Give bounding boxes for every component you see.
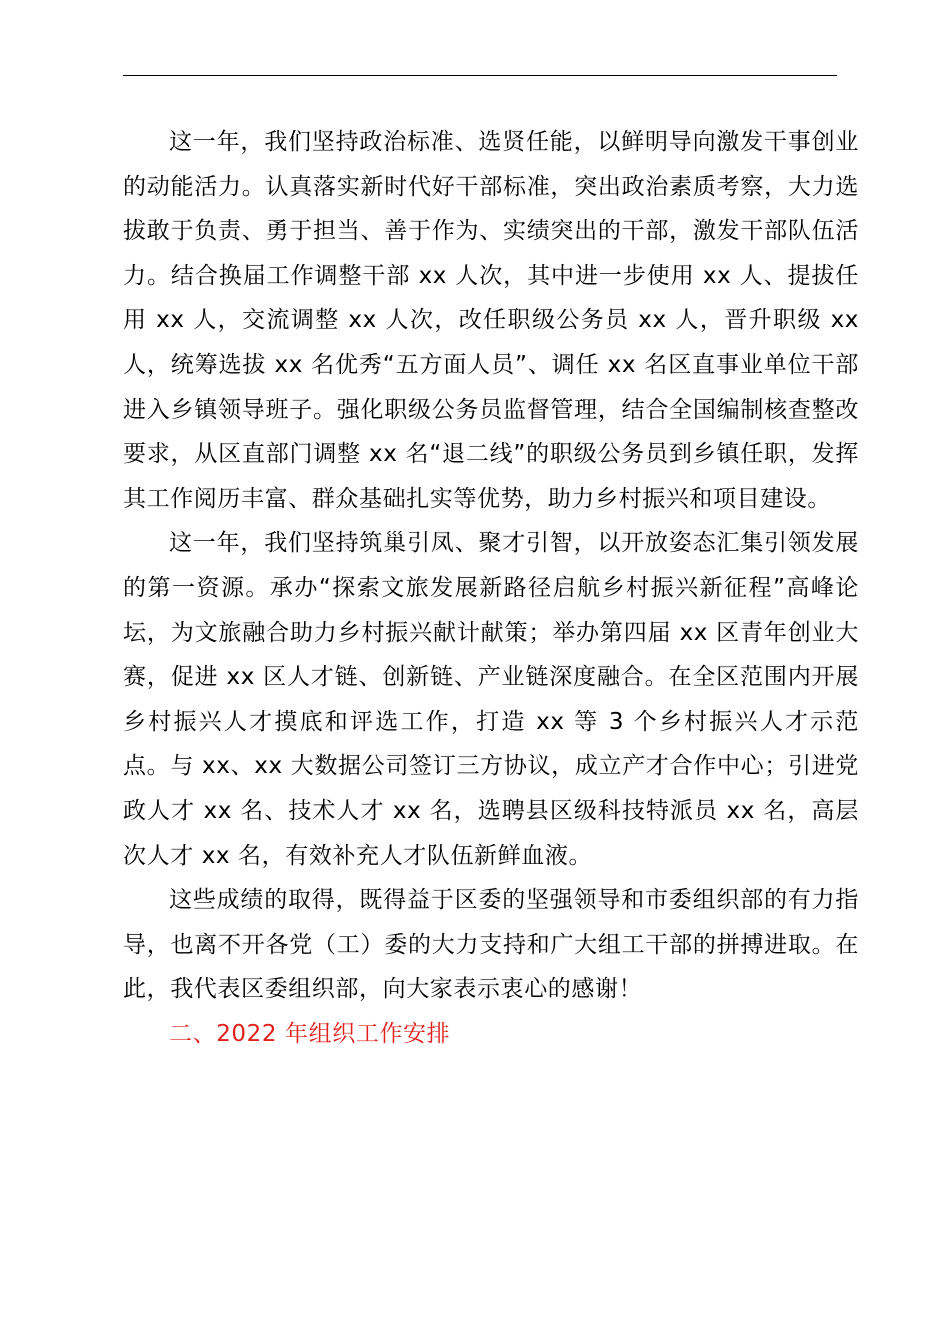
paragraph-acknowledgement: 这些成绩的取得，既得益于区委的坚强领导和市委组织部的有力指导，也离不开各党（工）委的大力支持和广大组工干部的拼搏进取。在此，我代表区委组织部，向大家表示衷心的感谢！ <box>123 887 859 1003</box>
section-heading: 二、2022 年组织工作安排 <box>169 1020 451 1047</box>
document-body <box>123 120 859 1056</box>
paragraph-cadre-selection: 这一年，我们坚持政治标准、选贤任能，以鲜明导向激发干事创业的动能活力。认真落实新时代好干部标准，突出政治素质考察，大力选拔敢于负责、勇于担当、善于作为、实绩突出的干部，激发干部队伍活力。结合换届工作调整干部 xx 人次，其中进一步使用 xx 人、提拔任用 xx 人，交流调整 xx 人次，改任职级公务员 xx 人，晋升职级 xx 人，统筹选拔 xx 名优秀“五方面人员”、调任 xx 名区直事业单位干部进入乡镇领导班子。强化职级公务员监督管理，结合全国编制核查整改要求，从区直部门调整 xx 名“退二线”的职级公务员到乡镇任职，发挥其工作阅历丰富、群众基础扎实等优势，助力乡村振兴和项目建设。 <box>123 129 859 512</box>
header-rule <box>123 75 837 76</box>
paragraph-talent-attraction: 这一年，我们坚持筑巢引凤、聚才引智，以开放姿态汇集引领发展的第一资源。承办“探索文旅发展新路径启航乡村振兴新征程”高峰论坛，为文旅融合助力乡村振兴献计献策；举办第四届 xx 区青年创业大赛，促进 xx 区人才链、创新链、产业链深度融合。在全区范围内开展乡村振兴人才摸底和评选工作，打造 xx 等 3 个乡村振兴人才示范点。与 xx、xx 大数据公司签订三方协议，成立产才合作中心；引进党政人才 xx 名、技术人才 xx 名，选聘县区级科技特派员 xx 名，高层次人才 xx 名，有效补充人才队伍新鲜血液。 <box>123 530 859 869</box>
